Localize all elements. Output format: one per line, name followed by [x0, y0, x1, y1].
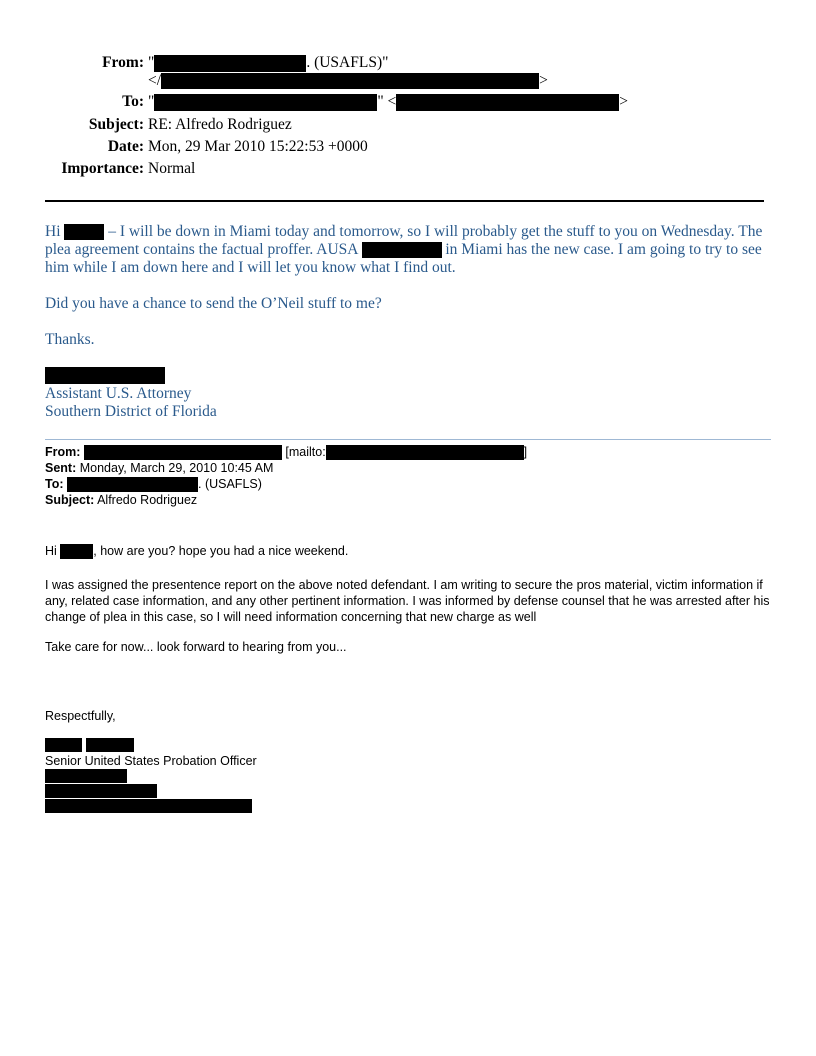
- redaction-block: [45, 367, 165, 384]
- reply-signature: [45, 385, 770, 421]
- subject-label: Subject:: [88, 116, 144, 133]
- fwd-sent-row: Sent: Monday, March 29, 2010 10:45 AM: [45, 461, 274, 476]
- date-value: Mon, 29 Mar 2010 15:22:53 +0000: [148, 138, 368, 155]
- date-label: Date:: [107, 138, 144, 155]
- redaction-block: [326, 445, 524, 460]
- redaction-block: [60, 544, 93, 559]
- redaction-block: [45, 799, 252, 813]
- from-label: From:: [102, 54, 144, 71]
- importance-label: Importance:: [61, 160, 144, 177]
- to-value: " " < >: [148, 93, 629, 110]
- importance-value: Normal: [148, 160, 196, 177]
- forwarded-header: [45, 444, 775, 508]
- redaction-block: [45, 769, 127, 783]
- fwd-signature-title: Senior United States Probation Officer: [45, 754, 257, 768]
- header-divider: [45, 200, 764, 202]
- sig-office: Southern District of Florida: [45, 403, 217, 420]
- sig-title: Assistant U.S. Attorney: [45, 385, 192, 402]
- redaction-block: [64, 224, 104, 240]
- fwd-body-paragraph: I was assigned the presentence report on the above noted defendant. I am writing to secure the pros material, victim information if any, related case information, and any other pertinent information. I was informed by defense counsel that he was arrested after his change of plea in this case, so I will need information concerning that new charge as well: [45, 578, 770, 624]
- fwd-sign-off-line: Take care for now... look forward to hearing from you...: [45, 640, 347, 654]
- redaction-block: [86, 738, 134, 752]
- reply-thanks: Thanks.: [45, 331, 95, 348]
- fwd-greeting: Hi , how are you? hope you had a nice weekend.: [45, 544, 349, 558]
- reply-question: Did you have a chance to send the O’Neil stuff to me?: [45, 295, 382, 312]
- redaction-block: [67, 477, 198, 492]
- fwd-to-row: To: . (USAFLS): [45, 477, 262, 492]
- redaction-block: [154, 94, 377, 111]
- redaction-block: [362, 242, 442, 258]
- fwd-subject-row: Subject: Alfredo Rodriguez: [45, 493, 198, 508]
- from-value: " . (USAFLS)": [148, 54, 389, 71]
- reply-paragraph: Hi – I will be down in Miami today and tomorrow, so I will probably get the stuff to you on Wednesday. The plea agreement contains the factual proffer. AUSA in Miami has the new case. I am going to try to see him while I am down here and I will let you know what I find out.: [45, 223, 763, 276]
- redaction-block: [396, 94, 619, 111]
- subject-value: RE: Alfredo Rodriguez: [148, 116, 292, 133]
- message-separator: [45, 439, 771, 440]
- reply-body: [45, 223, 770, 277]
- fwd-closing: Respectfully,: [45, 709, 116, 723]
- from-address: </ >: [148, 72, 548, 89]
- redaction-block: [154, 55, 306, 72]
- redaction-block: [45, 784, 157, 798]
- redaction-block: [45, 738, 82, 752]
- redaction-block: [84, 445, 282, 460]
- fwd-from-row: From: [mailto: ]: [45, 445, 528, 459]
- to-label: To:: [122, 93, 144, 110]
- redaction-block: [161, 73, 539, 89]
